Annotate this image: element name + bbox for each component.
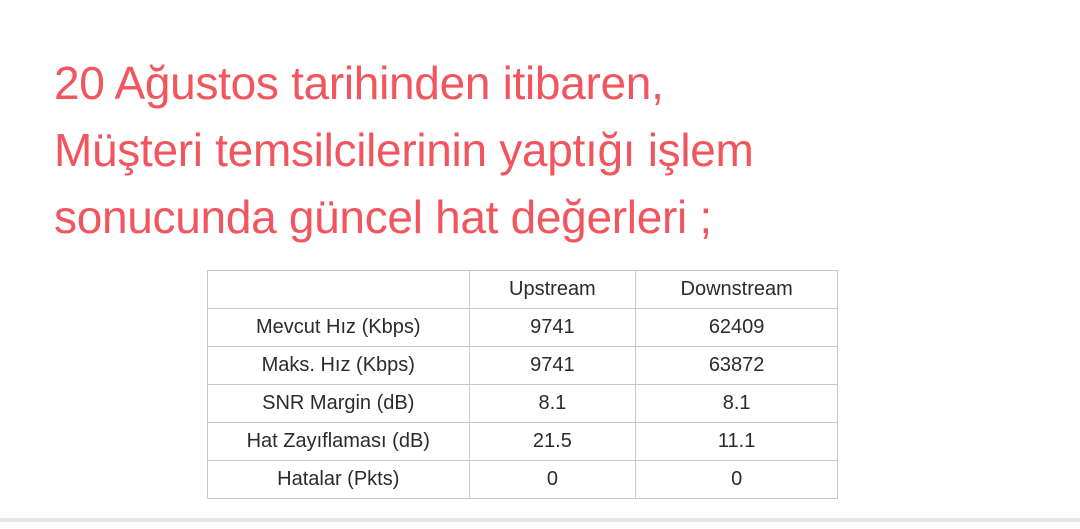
row-label: Maks. Hız (Kbps) — [208, 347, 470, 385]
title-line-1: 20 Ağustos tarihinden itibaren, — [54, 57, 664, 109]
row-label: Hatalar (Pkts) — [208, 461, 470, 499]
bottom-divider — [0, 518, 1080, 522]
upstream-value: 21.5 — [469, 423, 636, 461]
table-row — [208, 385, 838, 423]
table-row — [208, 309, 838, 347]
table-row — [208, 347, 838, 385]
downstream-value: 8.1 — [636, 385, 838, 423]
row-label: SNR Margin (dB) — [208, 385, 470, 423]
downstream-value: 11.1 — [636, 423, 838, 461]
row-label: Hat Zayıflaması (dB) — [208, 423, 470, 461]
title-line-2: Müşteri temsilcilerinin yaptığı işlem — [54, 124, 754, 176]
upstream-value: 9741 — [469, 309, 636, 347]
downstream-value: 62409 — [636, 309, 838, 347]
downstream-value: 63872 — [636, 347, 838, 385]
header-upstream: Upstream — [469, 271, 636, 309]
downstream-value: 0 — [636, 461, 838, 499]
header-downstream: Downstream — [636, 271, 838, 309]
table-row — [208, 423, 838, 461]
row-label: Mevcut Hız (Kbps) — [208, 309, 470, 347]
line-values-table — [207, 270, 838, 499]
upstream-value: 8.1 — [469, 385, 636, 423]
table-header-row — [208, 271, 838, 309]
header-empty-cell — [208, 271, 470, 309]
title-line-3: sonucunda güncel hat değerleri ; — [54, 191, 712, 243]
upstream-value: 9741 — [469, 347, 636, 385]
table-row — [208, 461, 838, 499]
upstream-value: 0 — [469, 461, 636, 499]
page-title — [54, 50, 1064, 251]
